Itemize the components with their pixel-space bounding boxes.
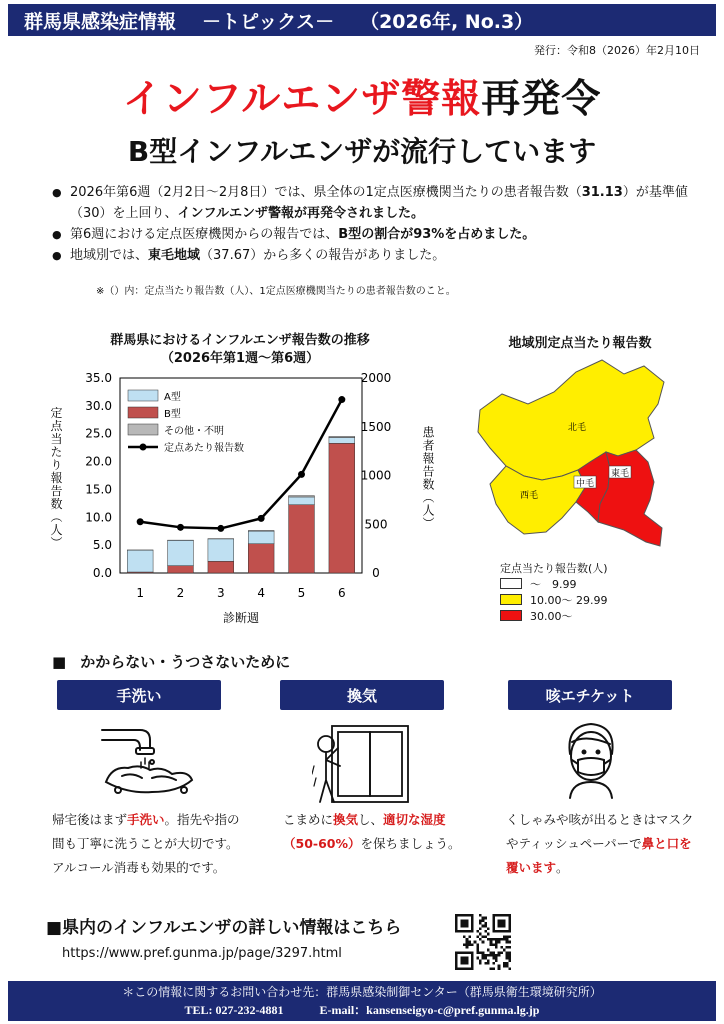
qr-module	[506, 935, 509, 938]
qr-module	[460, 957, 468, 965]
qr-module	[506, 951, 509, 954]
header-banner	[8, 4, 716, 36]
qr-module	[487, 938, 490, 941]
qr-module	[495, 957, 498, 960]
qr-module	[498, 965, 501, 968]
qr-module	[487, 949, 490, 952]
qr-module	[476, 943, 479, 946]
subheadline: B型インフルエンザが流行しています	[127, 135, 597, 168]
qr-module	[490, 967, 493, 970]
qr-module	[506, 938, 509, 941]
qr-module	[508, 967, 511, 970]
y-tick-label: 5.0	[92, 538, 112, 553]
qr-module	[476, 946, 479, 949]
qr-module	[498, 951, 501, 954]
qr-module	[498, 938, 501, 941]
qr-module	[492, 957, 495, 960]
qr-module	[487, 954, 490, 957]
bar-A型	[329, 437, 355, 443]
map-label-toumou: 東毛	[611, 469, 630, 479]
x-axis-label: 診断週	[222, 611, 260, 625]
legend-swatch	[128, 390, 158, 401]
tip-etiquette-label: 咳エチケット	[508, 680, 672, 710]
y2-tick-label: 1500	[360, 419, 392, 434]
qr-module	[468, 943, 471, 946]
bullet-text: ）が基準値（30）を上回り、	[70, 185, 688, 221]
y-tick-label: 35.0	[85, 371, 112, 385]
legend-label: ～ 9.99	[530, 577, 577, 591]
line-point	[137, 518, 144, 525]
bar-A型	[168, 540, 194, 565]
prevention-title: ■ かからない・うつさないために	[52, 651, 290, 672]
x-tick-label: 5	[297, 586, 306, 600]
qr-module	[498, 919, 506, 927]
qr-code[interactable]	[455, 914, 511, 970]
bar-A型	[289, 497, 315, 505]
qr-module	[503, 949, 506, 952]
qr-module	[479, 962, 482, 965]
legend-label: 定点あたり報告数	[164, 443, 244, 454]
legend-label: その他・不明	[164, 426, 224, 437]
bullet-bold: インフルエンザ警報が再発令されました。	[177, 206, 425, 221]
qr-module	[466, 938, 469, 941]
y2-tick-label: 0	[372, 566, 380, 580]
qr-module	[482, 941, 485, 944]
topics-label: －トピックス－	[202, 10, 335, 33]
headline-suffix: 再発令	[481, 77, 602, 122]
qr-module	[479, 922, 482, 925]
qr-module	[479, 959, 482, 962]
qr-module	[498, 941, 501, 944]
map-legend-item	[500, 576, 607, 591]
bar-B型	[208, 561, 234, 573]
qr-module	[508, 935, 511, 938]
tip-text-segment: し、	[358, 812, 384, 827]
y-tick-label: 15.0	[85, 482, 112, 497]
bullet-bold: 31.13	[581, 185, 623, 200]
map-title: 地域別定点当たり報告数	[508, 336, 652, 351]
qr-module	[482, 925, 485, 928]
bullet-item	[54, 182, 694, 224]
qr-module	[482, 951, 485, 954]
bullet-text: （37.67）から多くの報告がありました。	[200, 248, 446, 263]
qr-module	[484, 925, 487, 928]
qr-module	[476, 957, 479, 960]
qr-module	[466, 941, 469, 944]
qr-module	[482, 957, 485, 960]
qr-module	[506, 965, 509, 968]
qr-module	[495, 938, 498, 941]
qr-module	[487, 959, 490, 962]
bullet-text: 2026年第6週（2月2日～2月8日）では、県全体の1定点医療機関当たりの患者報告数（	[70, 185, 582, 200]
tip-text-segment: こまめに	[283, 812, 334, 827]
bar-B型	[168, 566, 194, 573]
qr-module	[476, 951, 479, 954]
bullet-item	[54, 224, 694, 245]
bullet-bold: 東毛地域	[148, 248, 201, 263]
qr-module	[495, 946, 498, 949]
tip-text-segment: 。指先や指の間も丁寧に洗うことが大切です。アルコール消毒も効果的です。	[52, 812, 240, 875]
bar-A型	[248, 531, 274, 544]
qr-module	[468, 941, 471, 944]
y-tick-label: 20.0	[85, 454, 112, 469]
qr-module	[476, 935, 479, 938]
qr-module	[508, 959, 511, 962]
qr-module	[506, 954, 509, 957]
qr-module	[498, 954, 501, 957]
tip-text-segment: を保ちましょう。	[360, 836, 461, 851]
bullet-bold: B型の割合が93%を占めました。	[338, 227, 536, 242]
legend-point	[140, 444, 147, 451]
info-title-text: 県内のインフルエンザの詳しい情報はこちら	[62, 918, 402, 938]
regional-map	[468, 352, 698, 552]
qr-module	[463, 935, 466, 938]
y-tick-label: 30.0	[85, 398, 112, 413]
line-point	[177, 524, 184, 531]
tip-highlight: 鼻と口を覆います	[506, 836, 692, 875]
qr-module	[495, 954, 498, 957]
qr-module	[479, 919, 482, 922]
x-tick-label: 1	[136, 586, 144, 600]
qr-module	[508, 957, 511, 960]
bar-その他・不明	[289, 496, 315, 497]
line-point	[298, 471, 305, 478]
qr-module	[490, 938, 493, 941]
tip-handwashing-text	[52, 808, 242, 880]
qr-module	[490, 951, 493, 954]
tip-text-segment: 。	[556, 860, 569, 875]
bar-A型	[208, 539, 234, 561]
qr-module	[492, 951, 495, 954]
qr-module	[503, 965, 506, 968]
legend-swatch	[128, 424, 158, 435]
map-legend-title: 定点当たり報告数(人)	[500, 562, 608, 575]
qr-module	[500, 946, 503, 949]
qr-module	[508, 941, 511, 944]
qr-module	[484, 954, 487, 957]
qr-module	[479, 938, 482, 941]
map-label-seimou: 西毛	[520, 491, 539, 501]
legend-swatch	[500, 578, 522, 589]
line-point	[338, 396, 345, 403]
bar-A型	[127, 550, 153, 572]
qr-module	[476, 949, 479, 952]
info-title: ■県内のインフルエンザの詳しい情報はこちら	[46, 918, 402, 938]
qr-module	[476, 930, 479, 933]
qr-module	[492, 943, 495, 946]
chart-title-subline: （2026年第1週～第6週）	[160, 351, 320, 366]
x-tick-label: 6	[338, 586, 346, 600]
map-legend-item	[500, 608, 607, 623]
qr-module	[479, 914, 482, 917]
issue-label: （2026年, No.3）	[360, 10, 534, 33]
qr-module	[490, 954, 493, 957]
qr-module	[492, 962, 495, 965]
tip-text-segment: 帰宅後はまず	[52, 812, 128, 827]
map-legend-item	[500, 592, 607, 607]
map-legend	[500, 576, 607, 624]
qr-module	[503, 962, 506, 965]
qr-module	[484, 957, 487, 960]
qr-module	[506, 941, 509, 944]
footer-tel-email: TEL: 027-232-4881 E-mail：kansenseigyo-c@pref.gunma.lg.jp	[184, 1003, 540, 1017]
handwashing-illustration	[92, 718, 202, 800]
qr-module	[479, 933, 482, 936]
x-tick-label: 4	[257, 586, 265, 600]
line-point	[217, 525, 224, 532]
qr-module	[484, 917, 487, 920]
line-point	[258, 515, 265, 522]
qr-module	[492, 954, 495, 957]
qr-module	[500, 938, 503, 941]
tip-highlight: 適切な湿度（50-60%）	[283, 812, 446, 851]
qr-module	[492, 938, 495, 941]
legend-swatch	[128, 407, 158, 418]
qr-module	[466, 946, 469, 949]
footnote: ※（）内：定点当たり報告数（人）、1定点医療機関当たりの患者報告数のこと。	[96, 286, 456, 297]
map-label-hokumou: 北毛	[568, 423, 587, 433]
influenza-trend-chart	[40, 368, 440, 630]
tip-highlight: 手洗い	[127, 812, 165, 827]
qr-module	[466, 943, 469, 946]
bar-その他・不明	[329, 437, 355, 438]
bar-B型	[248, 544, 274, 573]
qr-module	[484, 935, 487, 938]
qr-module	[503, 938, 506, 941]
issued-date: 発行：令和8（2026）年2月10日	[534, 44, 700, 57]
tip-highlight: 換気	[333, 812, 359, 827]
x-tick-label: 3	[217, 586, 225, 600]
qr-module	[484, 922, 487, 925]
qr-module	[479, 951, 482, 954]
legend-label: 30.00～	[530, 609, 573, 623]
headline	[0, 68, 724, 124]
qr-module	[495, 941, 498, 944]
qr-module	[503, 935, 506, 938]
legend-swatch	[500, 610, 522, 621]
qr-module	[471, 943, 474, 946]
legend-swatch	[500, 594, 522, 605]
chart-title	[60, 332, 420, 368]
legend-label: B型	[164, 409, 181, 420]
qr-module	[482, 954, 485, 957]
qr-module	[508, 954, 511, 957]
qr-module	[482, 919, 485, 922]
qr-module	[500, 951, 503, 954]
bar-B型	[329, 443, 355, 573]
qr-module	[490, 941, 493, 944]
y-axis-label: 定点当たり報告数（人）	[49, 406, 63, 550]
y2-tick-label: 500	[364, 517, 388, 532]
qr-module	[463, 943, 466, 946]
contact-footer	[8, 981, 716, 1021]
qr-module	[479, 927, 482, 930]
y-tick-label: 10.0	[85, 510, 112, 525]
map-label-chumou: 中毛	[576, 479, 595, 489]
y-tick-label: 0.0	[92, 566, 112, 580]
qr-module	[506, 946, 509, 949]
qr-module	[484, 962, 487, 965]
tip-etiquette-text	[506, 808, 696, 880]
qr-module	[474, 941, 477, 944]
qr-module	[508, 951, 511, 954]
tip-ventilation-text	[283, 808, 473, 856]
publication-title: 群馬県感染症情報	[24, 10, 177, 33]
qr-module	[487, 962, 490, 965]
tip-handwashing-label: 手洗い	[57, 680, 221, 710]
info-url-link[interactable]: https://www.pref.gunma.jp/page/3297.html	[62, 946, 342, 961]
chart-title-line: 群馬県におけるインフルエンザ報告数の推移	[110, 333, 370, 348]
y2-tick-label: 2000	[360, 371, 392, 385]
legend-label: A型	[164, 392, 181, 403]
qr-module	[492, 967, 495, 970]
qr-module	[484, 930, 487, 933]
bullet-text: 第6週における定点医療機関からの報告では、	[70, 227, 339, 242]
y2-tick-label: 1000	[360, 468, 392, 483]
qr-module	[487, 933, 490, 936]
qr-module	[506, 957, 509, 960]
bar-B型	[289, 505, 315, 573]
headline-warning: インフルエンザ警報	[122, 77, 482, 122]
bullet-text: 地域別では、	[70, 248, 149, 263]
qr-module	[508, 946, 511, 949]
qr-module	[495, 943, 498, 946]
masked-person-illustration	[556, 718, 626, 800]
qr-module	[460, 919, 468, 927]
qr-module	[498, 967, 501, 970]
ventilation-illustration	[312, 718, 412, 806]
qr-module	[468, 935, 471, 938]
qr-module	[490, 943, 493, 946]
y-tick-label: 25.0	[85, 426, 112, 441]
tip-ventilation-label: 換気	[280, 680, 444, 710]
tip-text-segment: くしゃみや咳が出るときはマスクやティッシュペーパーで	[506, 812, 694, 851]
qr-module	[487, 927, 490, 930]
x-tick-label: 2	[176, 586, 185, 600]
y2-axis-label: 患者報告数（人）	[421, 426, 435, 530]
qr-module	[482, 917, 485, 920]
qr-module	[482, 935, 485, 938]
qr-module	[495, 959, 498, 962]
bullet-item	[54, 245, 694, 266]
legend-label: 10.00～ 29.99	[530, 593, 608, 607]
footer-contact: ＊この情報に関するお問い合わせ先：群馬県感染制御センター（群馬県衛生環境研究所）	[122, 985, 602, 999]
qr-module	[506, 962, 509, 965]
summary-bullets	[54, 182, 694, 266]
